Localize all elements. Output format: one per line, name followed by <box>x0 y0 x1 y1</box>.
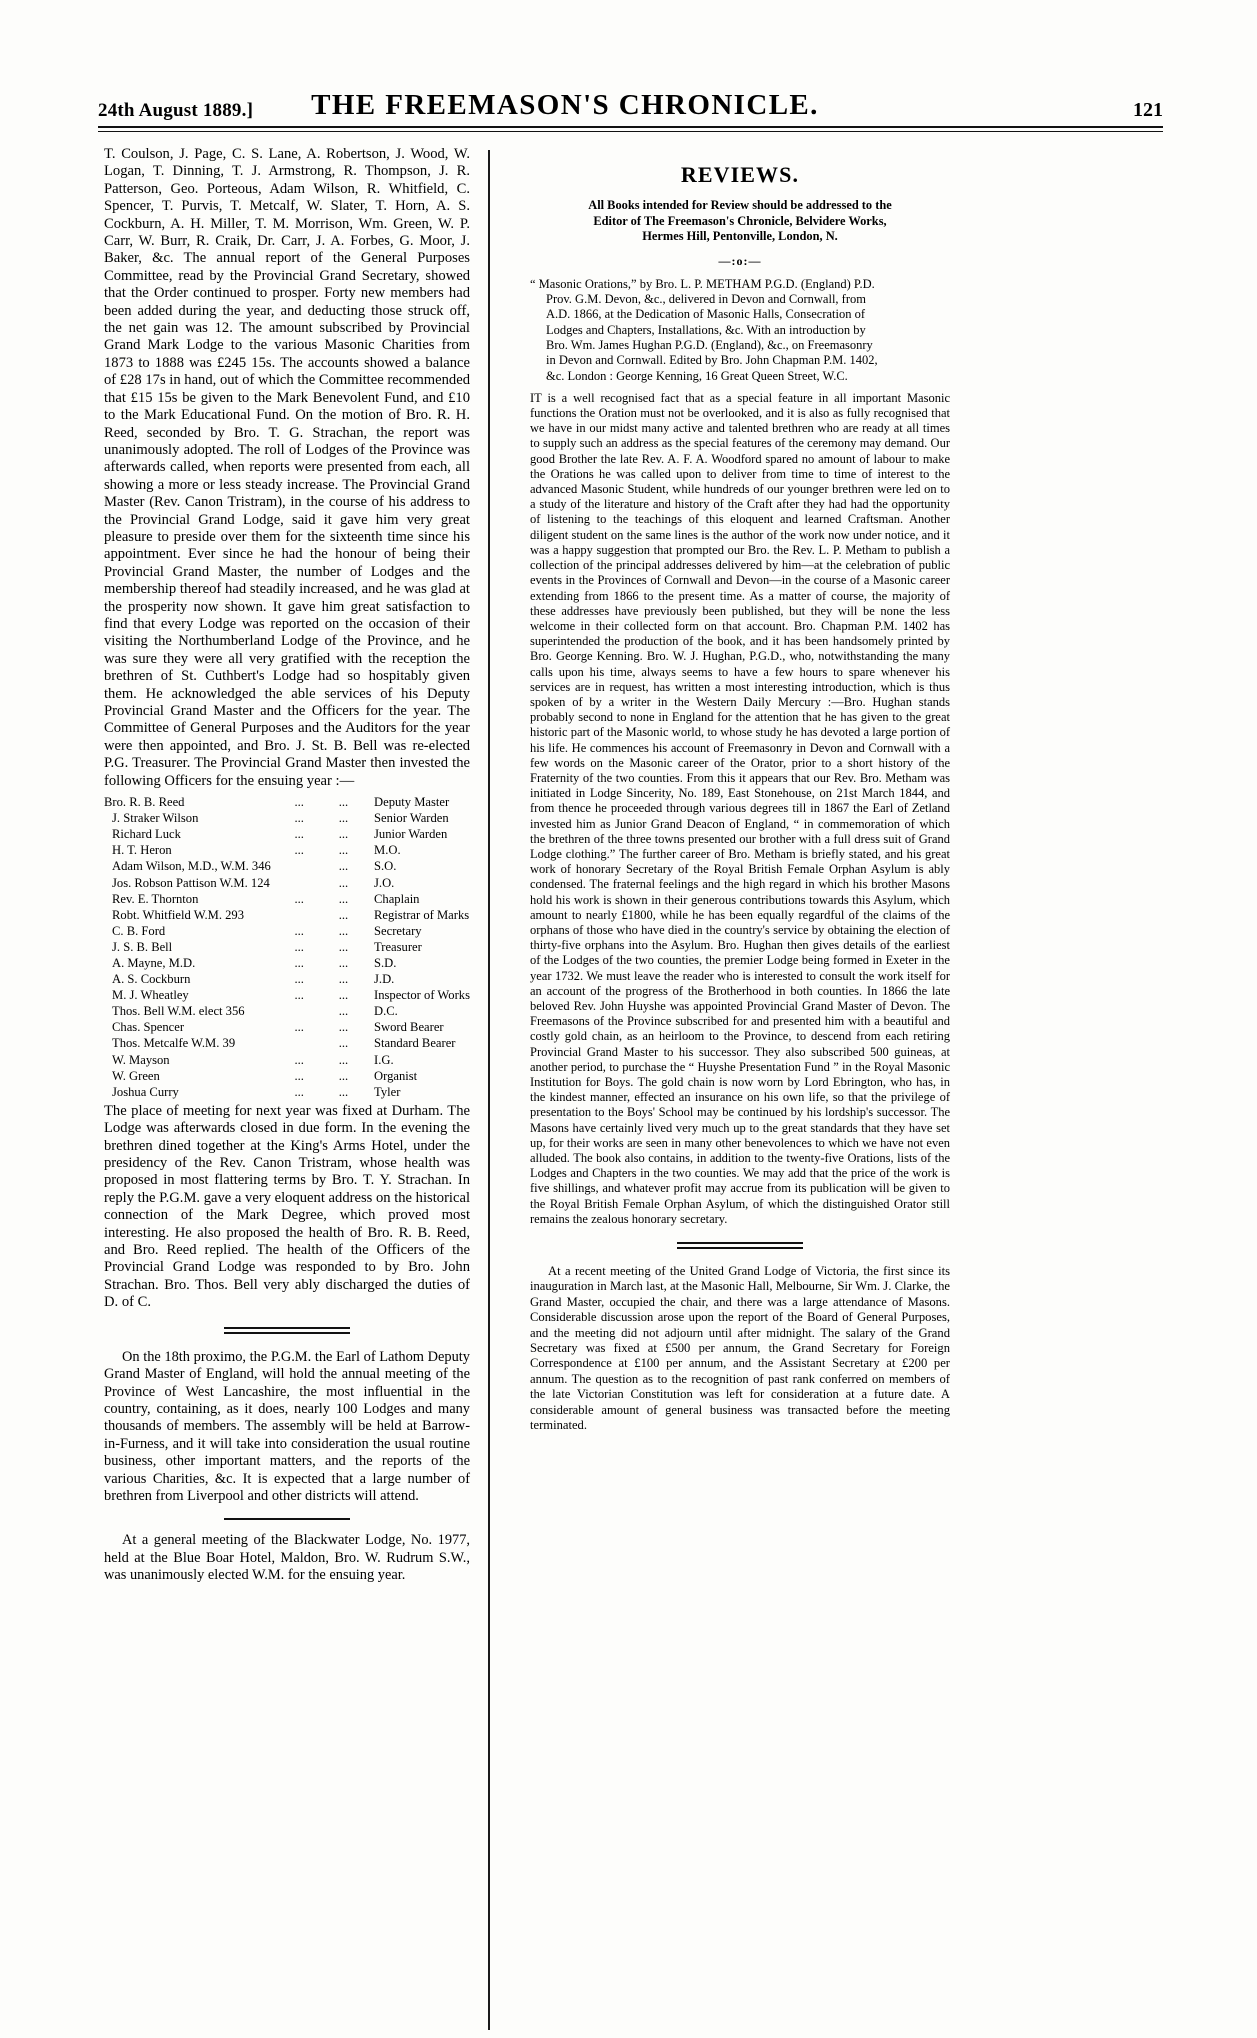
leader-dots-2: ... <box>338 1068 349 1083</box>
officers-table <box>104 794 470 1100</box>
table-row <box>104 923 470 939</box>
meeting-conclusion-text: The place of meeting for next year was fixed at Durham. The Lodge was afterwards closed in due form. In the evening the brethren dined together at the King's Arms Hotel, under the presidency of the Rev. Canon Tristram, whose health was proposed in most flattering terms by Bro. T. Y. Strachan. In reply the P.G.M. gave a very eloquent address on the historical connection of the Mark Degree, which proved most interesting. He also proposed the health of Bro. R. B. Reed, and Bro. Reed replied. The health of the Officers of the Provincial Grand Lodge was responded to by Bro. John Strachan. Bro. Thos. Bell very ably discharged the duties of D. of C. <box>104 1102 470 1311</box>
ornament-separator: —:o:— <box>718 253 762 268</box>
left-column <box>104 146 470 1585</box>
leader-dots-1: ... <box>294 1068 304 1083</box>
officer-office: J.D. <box>374 972 395 987</box>
officer-office: Standard Bearer <box>374 1036 456 1051</box>
notice-grand-lodge-victoria <box>530 1264 950 1433</box>
officers-table-body <box>104 794 470 1100</box>
leader-dots-2: ... <box>338 907 349 922</box>
officer-name: Adam Wilson, M.D., W.M. 346 <box>112 859 271 874</box>
officer-name: Jos. Robson Pattison W.M. 124 <box>112 875 270 890</box>
officer-office: D.C. <box>374 1004 398 1019</box>
column-divider <box>488 150 490 2030</box>
officer-name: Joshua Curry <box>112 1084 179 1099</box>
leader-dots-2: ... <box>338 1084 349 1099</box>
leader-dots-2: ... <box>338 843 349 858</box>
leader-dots-1 <box>294 875 338 891</box>
leader-dots-2: ... <box>338 1036 349 1051</box>
leader-dots-2: ... <box>338 923 349 938</box>
citation-line-3: A.D. 1866, at the Dedication of Masonic Halls, Consecration of <box>546 307 866 322</box>
leader-dots-1: ... <box>294 923 304 938</box>
officer-name: Bro. R. B. Reed <box>104 795 185 810</box>
officer-office: Deputy Master <box>374 795 450 810</box>
leader-dots-2: ... <box>338 1052 349 1067</box>
leader-dots-1: ... <box>294 891 304 906</box>
officer-office: M.O. <box>374 843 401 858</box>
masthead-date: 24th August 1889.] <box>98 100 254 121</box>
notice-text: At a recent meeting of the United Grand Lodge of Victoria, the first since its inauguration in March last, at the Masonic Hall, Melbourne, Sir Wm. J. Clarke, the Grand Master, occupied the chair, and there was a large attendance of Masons. Considerable discussion arose upon the report of the Board of General Purposes, and the meeting did not adjourn until after midnight. The salary of the Grand Secretary was fixed at £500 per annum, the Grand Secretary for Foreign Correspondence at £100 per annum, and the Assistant Secretary at £200 per annum. The question as to the recognition of past rank conferred on members of the late Victorian Constitution was left for consideration at a future date. A considerable amount of general business was transacted before the meeting terminated. <box>530 1264 950 1433</box>
officer-office: Tyler <box>374 1084 401 1099</box>
officer-office: Registrar of Marks <box>374 907 470 922</box>
officer-office: Junior Warden <box>374 827 448 842</box>
table-row <box>104 1019 470 1035</box>
submission-note-line-2: Editor of The Freemason's Chronicle, Belvidere Works, <box>593 213 887 228</box>
table-row <box>104 1068 470 1084</box>
table-row <box>104 794 470 810</box>
officer-office: Sword Bearer <box>374 1020 444 1035</box>
officer-name: Robt. Whitfield W.M. 293 <box>112 907 245 922</box>
lodge-report-text <box>104 146 470 790</box>
officer-name: H. T. Heron <box>112 843 172 858</box>
leader-dots-2: ... <box>338 1020 349 1035</box>
officer-office: Senior Warden <box>374 811 449 826</box>
masthead-rule <box>98 126 1163 132</box>
leader-dots-2: ... <box>338 955 349 970</box>
citation-line-6: in Devon and Cornwall. Edited by Bro. John Chapman P.M. 1402, <box>546 353 878 368</box>
table-row <box>104 826 470 842</box>
leader-dots-1: ... <box>294 939 304 954</box>
leader-dots-1: ... <box>294 955 304 970</box>
table-row <box>104 875 470 891</box>
leader-dots-2: ... <box>338 875 349 890</box>
leader-dots-1 <box>294 1003 338 1019</box>
citation-line-5: Bro. Wm. James Hughan P.G.D. (England), &c., on Freemasonry <box>546 337 873 352</box>
officer-office: Secretary <box>374 923 422 938</box>
officer-name: Rev. E. Thornton <box>112 891 199 906</box>
leader-dots-2: ... <box>338 1004 349 1019</box>
citation-line-4: Lodges and Chapters, Installations, &c. With an introduction by <box>546 322 866 337</box>
leader-dots-1: ... <box>294 827 304 842</box>
leader-dots-1 <box>294 907 338 923</box>
leader-dots-2: ... <box>338 827 349 842</box>
officer-name: W. Mayson <box>112 1052 170 1067</box>
officer-office: Chaplain <box>374 891 420 906</box>
publication-title: THE FREEMASON'S CHRONICLE. <box>311 89 819 121</box>
table-row <box>104 987 470 1003</box>
leader-dots-1 <box>294 858 338 874</box>
table-row <box>104 858 470 874</box>
submission-note-line-3: Hermes Hill, Pentonville, London, N. <box>642 229 838 244</box>
citation-line-1: “ Masonic Orations,” by Bro. L. P. METHAM P.G.D. (England) P.D. <box>530 276 875 291</box>
submission-note-line-1: All Books intended for Review should be addressed to the <box>588 198 892 212</box>
leader-dots-1: ... <box>294 1020 304 1035</box>
notice-text: On the 18th proximo, the P.G.M. the Earl of Lathom Deputy Grand Master of England, will hold the annual meeting of the Province of West Lancashire, the most influential in the country, containing, as it does, nearly 100 Lodges and many thousands of members. The assembly will be held at Barrow-in-Furness, and it will take into consideration the usual routine business, other important matters, and the reports of the various Charities, &c. It is expected that a large number of brethren from Liverpool and other districts will attend. <box>104 1348 470 1504</box>
officer-name: Thos. Bell W.M. elect 356 <box>112 1004 245 1019</box>
officer-name: W. Green <box>112 1068 160 1083</box>
leader-dots-2: ... <box>338 988 349 1003</box>
officer-office: S.D. <box>374 955 397 970</box>
leader-dots-2: ... <box>338 939 349 954</box>
leader-dots-1: ... <box>294 988 304 1003</box>
leader-dots-1: ... <box>294 1052 304 1067</box>
table-row <box>104 1084 470 1100</box>
table-row <box>104 891 470 907</box>
officer-name: Chas. Spencer <box>112 1020 185 1035</box>
leader-dots-2: ... <box>338 795 349 810</box>
officer-name: A. S. Cockburn <box>112 972 191 987</box>
officer-name: M. J. Wheatley <box>112 988 189 1003</box>
table-row <box>104 1003 470 1019</box>
table-row <box>104 971 470 987</box>
officer-name: C. B. Ford <box>112 923 166 938</box>
table-row <box>104 907 470 923</box>
book-citation <box>530 277 950 384</box>
officer-name: A. Mayne, M.D. <box>112 955 196 970</box>
officer-office: S.O. <box>374 859 397 874</box>
book-review-body <box>530 391 950 1227</box>
leader-dots-2: ... <box>338 811 349 826</box>
officer-office: Organist <box>374 1068 418 1083</box>
page-number: 121 <box>1133 99 1163 121</box>
section-separator <box>224 1518 350 1520</box>
table-row <box>104 810 470 826</box>
citation-line-7: &c. London : George Kenning, 16 Great Queen Street, W.C. <box>546 368 848 383</box>
right-column <box>530 146 950 1434</box>
officer-name: J. S. B. Bell <box>112 939 173 954</box>
officer-name: J. Straker Wilson <box>112 811 199 826</box>
table-row <box>104 1052 470 1068</box>
officer-name: Thos. Metcalfe W.M. 39 <box>112 1036 236 1051</box>
table-row <box>104 955 470 971</box>
review-text: IT is a well recognised fact that as a special feature in all important Masonic functions the Oration must not be overlooked, and it is also as fully recognised that we have in our midst many active and talented brethren who are ready at all times to supply such an address as the special features of the ceremony may demand. Our good Brother the late Rev. A. F. A. Woodford spared no amount of labour to make the Orations he was called upon to deliver from time to time of interest to the advanced Masonic Student, while hundreds of our younger brethren were led on to a study of the literature and history of the Craft after they had had the opportunity of listening to the teachings of this eloquent and learned Craftsman. Another diligent student on the same lines is the author of the work now under notice, and it was a happy suggestion that prompted our Bro. the Rev. L. P. Metham to publish a collection of the principal addresses delivered by him—at the celebration of public events in the Provinces of Cornwall and Devon—in the course of a Masonic career extending from 1866 to the present time. As a matter of course, the majority of these addresses have previously been published, but they will be none the less welcome in their collected form on that account. Bro. Chapman P.M. 1402 has superintended the production of the book, and it has been handsomely printed by Bro. George Kenning. Bro. W. J. Hughan, P.G.D., who, notwithstanding the many calls upon his time, always seems to have a few hours to spare whenever his services are in request, has written a most interesting introduction, which is thus spoken of by a writer in the Western Daily Mercury :—Bro. Hughan stands probably second to none in England for the attention that he has given to the great historic part of the Masonic world, to whose study he has devoted a large portion of his life. He commences his account of Freemasonry in Devon and Cornwall with a few words on the Masonic career of the Orator, prior to a short history of the Fraternity of the two counties. From this it appears that our Rev. Bro. Metham was initiated in Lodge Sincerity, No. 189, East Stonehouse, on 21st March 1844, and from thence he proceeded through various degrees till in 1867 the Earl of Zetland invested him as Junior Grand Deacon of England, “ in commemoration of which the brethren of the three towns presented our brother with a full dress suit of Grand Lodge clothing.” The further career of Bro. Metham is briefly stated, and his great work of honorary Secretary of the Royal British Female Orphan Asylum is ably condensed. The fraternal feelings and the high regard in which his brother Masons hold his work is shown in their generous contributions towards this Asylum, which amount to nearly £1800, while he has been equally regardful of the claims of the orphans of those who have died in the country's service by obtaining the election of thirty-five orphans into the Asylum. Bro. Hughan then gives details of the earliest of the Lodges of the two counties, the premier Lodge being formed in Exeter in the year 1732. We must leave the reader who is interested to consult the work itself for an account of the progress of the Brotherhood in both counties. In 1866 the late beloved Rev. John Huyshe was appointed Provincial Grand Master of Devon. The Freemasons of the Province subscribed for and presented him with a beautiful and costly gold chain, as an heirloom to the Province, to descend from each retiring Provincial Grand Master to his successor. They also subscribed 500 guineas, at another period, to purchase the “ Huyshe Presentation Fund ” in the Royal Masonic Institution for Boys. The gold chain is now worn by Lord Ebrington, who has, in the kindest manner, effected an insurance on his own life, so that the privilege of presentation to the Boys' School may be continued by his lordship's successor. The Masons have certainly lived very much up to the great standards that they have set up, for their works are seen in many other benevolences to which we have not even alluded. The book also contains, in addition to the twenty-five Orations, lists of the Lodges and Chapters in the two counties. We may add that the price of the work is five shillings, and whatever profit may accrue from its publication will be given to the Royal British Female Orphan Asylum, of which the distinguished Orator still remains the zealous honorary secretary. <box>530 390 950 1226</box>
notice-text: At a general meeting of the Blackwater Lodge, No. 1977, held at the Blue Boar Hotel, Maldon, Bro. W. Rudrum S.W., was unanimously elected W.M. for the ensuing year. <box>104 1532 470 1584</box>
section-separator-double <box>677 1242 803 1249</box>
leader-dots-1 <box>294 1035 338 1051</box>
citation-line-2: Prov. G.M. Devon, &c., delivered in Devon and Cornwall, from <box>546 292 866 307</box>
section-heading-reviews: REVIEWS. <box>680 162 800 187</box>
book-submission-note <box>530 198 950 245</box>
officer-office: J.O. <box>374 875 395 890</box>
leader-dots-1: ... <box>294 811 304 826</box>
notice-blackwater-lodge <box>104 1532 470 1584</box>
leader-dots-2: ... <box>338 972 349 987</box>
leader-dots-1: ... <box>294 795 304 810</box>
leader-dots-1: ... <box>294 972 304 987</box>
officer-office: Treasurer <box>374 939 422 954</box>
post-officers-report <box>104 1103 470 1312</box>
table-row <box>104 842 470 858</box>
masthead <box>98 88 1163 122</box>
continued-paragraph: T. Coulson, J. Page, C. S. Lane, A. Robertson, J. Wood, W. Logan, T. Dinning, T. J. Armstrong, R. Thompson, J. R. Patterson, Geo. Porteous, Adam Wilson, R. Whitfield, C. Spencer, T. Purvis, T. Metcalf, W. Slater, T. Horn, A. S. Cockburn, A. H. Miller, T. M. Morrison, Wm. Green, W. P. Carr, W. Burr, R. Craik, Dr. Carr, J. A. Forbes, G. Moor, J. Baker, &c. The annual report of the General Purposes Committee, read by the Provincial Grand Secretary, showed that the Order continued to prosper. Forty new members had been added during the year, and deducting those struck off, the net gain was 12. The amount subscribed by Provincial Grand Mark Lodge to the various Masonic Charities from 1873 to 1888 was £245 15s. The accounts showed a balance of £28 17s in hand, out of which the Committee recommended that £15 15s be given to the Mark Benevolent Fund, and £10 to the Mark Educational Fund. On the motion of Bro. R. H. Reed, seconded by Bro. T. G. Strachan, the report was unanimously adopted. The roll of Lodges of the Province was afterwards called, when reports were presented from each, all showing a more or less steady increase. The Provincial Grand Master (Rev. Canon Tristram), in the course of his address to the Provincial Grand Lodge, said it gave him very great pleasure to preside over them for the sixteenth time since his appointment. Ever since he had the honour of being their Provincial Grand Master, the number of Lodges and the membership thereof had steadily increased, and he was glad at the prosperity now shown. It gave him great satisfaction to find that every Lodge was reported on the occasion of their visiting the Northumberland Lodge of the Province, and he was sure they were all very gratified with the reception the brethren of St. Cuthbert's Lodge had so hospitably given them. He acknowledged the able services of his Deputy Provincial Grand Master and the Officers for the year. The Committee of General Purposes and the Auditors for the year were then appointed, and Bro. J. St. B. Bell was re-elected P.G. Treasurer. The Provincial Grand Master then invested the following Officers for the ensuing year :— <box>104 146 470 789</box>
leader-dots-2: ... <box>338 859 349 874</box>
officer-office: Inspector of Works <box>374 988 470 1003</box>
leader-dots-1: ... <box>294 843 304 858</box>
table-row <box>104 1035 470 1051</box>
leader-dots-2: ... <box>338 891 349 906</box>
table-row <box>104 939 470 955</box>
section-separator-double <box>224 1327 350 1334</box>
notice-west-lancashire <box>104 1349 470 1506</box>
officer-office: I.G. <box>374 1052 394 1067</box>
officer-name: Richard Luck <box>112 827 181 842</box>
leader-dots-1: ... <box>294 1084 304 1099</box>
